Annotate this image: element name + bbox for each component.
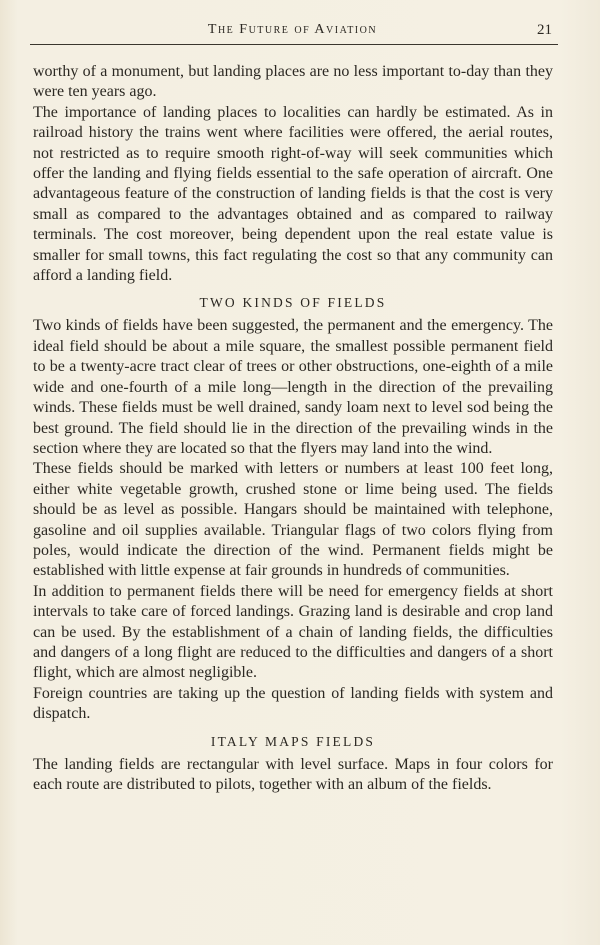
paragraph-landing-places: The importance of landing places to localities can hardly be estimated. As in railroad history the trains went where facilities were offered, the aerial routes, not restricted as to require smooth right-of-way will seek communities which offer the landing and flying fields essential to the safe operation of aircraft. One advantageous feature of the construction of landing fields is that the cost is very small as compared to the advantages obtained and as compared to railway terminals. The cost moreover, being dependent upon the real estate value is smaller for small towns, this fact regulating the cost so that any community can afford a landing field.: [33, 103, 553, 285]
paragraph-continuation: worthy of a monument, but landing places are no less important to-day than they were ten years ago.: [33, 63, 553, 101]
paragraph-foreign-countries: Foreign countries are taking up the question of landing fields with system and dispatch.: [33, 684, 553, 723]
paragraph-markings: These fields should be marked with letters or numbers at least 100 feet long, either white vegetable growth, crushed stone or lime being used. The fields should be as level as possible. Hangars should be maintained with telephone, gasoline and oil supplies available. Triangular flags of two colors flying from poles, would indicate the direction of the wind. Permanent fields might be established with little expense at fair grounds in hundreds of communities.: [33, 460, 553, 580]
running-title: The Future of Aviation: [207, 22, 378, 37]
header-rule: [30, 44, 558, 45]
paragraph-italy-fields: The landing fields are rectangular with level surface. Maps in four colors for each route are distributed to pilots, together with an album of the fields.: [33, 755, 553, 793]
paragraph-emergency-fields: In addition to permanent fields there will be need for emergency fields at short intervals to take care of forced landings. Grazing land is desirable and crop land can be used. By the establishment of a chain of landing fields, the difficulties and dangers of a long flight are reduced to the difficulties and dangers of a short flight, which are almost negligible.: [33, 582, 553, 682]
page-number: 21: [537, 22, 552, 38]
section-heading-italy: ITALY MAPS FIELDS: [210, 733, 376, 749]
section-heading-two-kinds: TWO KINDS OF FIELDS: [199, 295, 387, 311]
body-text: [33, 62, 553, 795]
running-head: [33, 22, 552, 42]
paragraph-two-kinds: Two kinds of fields have been suggested, the permanent and the emergency. The ideal field should be about a mile square, the smallest possible permanent field to be a twenty-acre tract clear of trees or other obstructions, one-eighth of a mile wide and one-fourth of a mile long—length in the direction of the prevailing winds. These fields must be well drained, sandy loam next to level sod being the best ground. The field should lie in the direction of the prevailing winds in the section where they are located so that the flyers may land into the wind.: [33, 317, 553, 457]
